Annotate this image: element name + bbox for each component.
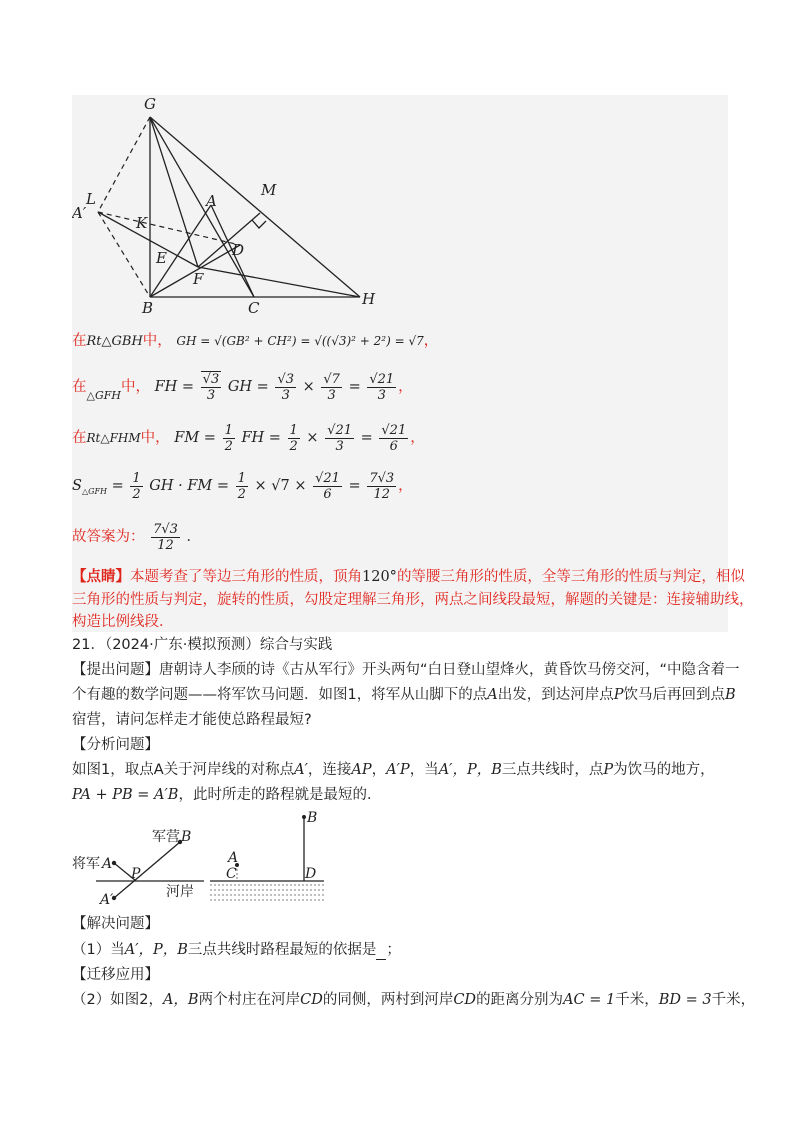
problem-para-1c: 宿营，请问怎样走才能使总路程最短?: [72, 712, 312, 728]
frac-num: 1: [289, 422, 298, 438]
dashed-lines: [98, 117, 240, 297]
label-H: H: [362, 290, 376, 308]
point-text: 的等腰三角形的性质，全等三角形的性质与判定，相似: [396, 569, 745, 585]
analysis-line-1: [72, 760, 715, 780]
segment-AP: AP: [351, 762, 372, 778]
solution-line-1: [72, 331, 438, 352]
triangle-FHM: Rt△FHM: [86, 431, 141, 445]
frac: [367, 372, 396, 403]
frac: [236, 471, 248, 502]
text: ，当: [409, 762, 439, 778]
area-S: S: [72, 478, 82, 494]
point-A: A: [487, 687, 498, 703]
text: 为饮马的地方，: [613, 762, 715, 778]
segment-CD: CD: [453, 992, 477, 1008]
text: 的同侧，两村到河岸: [322, 992, 454, 1008]
frac: [288, 423, 300, 454]
dashed-AprimeD: [98, 212, 240, 245]
text-comma: ，: [410, 430, 425, 446]
frac-den: 3: [335, 438, 344, 454]
frac-den: 12: [373, 486, 390, 502]
point-A-prime: A′: [294, 762, 308, 778]
point-tag: 【点睛】: [72, 569, 130, 585]
frac: [313, 471, 342, 502]
solve-title: 【解决问题】: [72, 916, 159, 932]
frac-num: 1: [132, 470, 141, 486]
frac: [379, 423, 408, 454]
label-F: F: [193, 270, 204, 288]
label-general: 将军: [72, 856, 100, 872]
text: （2）如图2，: [72, 992, 163, 1008]
segment-GH: [150, 117, 360, 297]
text: 千米，: [711, 992, 756, 1008]
frac-den: 3: [327, 387, 336, 403]
answer-line: [72, 519, 201, 555]
label-B: B: [142, 299, 154, 315]
equals: =: [111, 478, 124, 494]
analysis-line-2: [72, 785, 381, 805]
solution-line-4: [72, 468, 413, 510]
label-A-prime: A′: [72, 204, 87, 222]
segment-FH: [198, 267, 360, 297]
label-A2: A: [228, 850, 239, 866]
problem-para-1a: 【提出问题】唐朝诗人李颀的诗《古从军行》开头两句“白日登山望烽火，黄昏饮马傍交河，“中隐含着一: [72, 662, 740, 678]
dashed-GAprime: [98, 117, 150, 212]
text: 三点共线时，点: [501, 762, 604, 778]
point-text: 本题考查了等边三角形的性质，顶角: [130, 569, 362, 585]
label-B2: B: [307, 810, 318, 826]
equation-PA-PB: PA + PB = A′B: [72, 787, 179, 803]
angle-value: 120°: [362, 569, 397, 585]
point-line-1: [72, 567, 745, 587]
segment-ApP: A′P: [386, 762, 410, 778]
label-L: L: [86, 190, 96, 208]
text-zhong: 中，: [120, 379, 150, 395]
label-C: C: [226, 866, 237, 882]
answer-blank[interactable]: [376, 945, 386, 960]
equals: =: [348, 478, 361, 494]
eq-FH: FH =: [154, 379, 195, 395]
frac-den: 6: [389, 438, 398, 454]
text: （1）当: [72, 942, 125, 958]
answer-end: ．: [186, 529, 202, 545]
frac: [275, 372, 296, 403]
times: ×: [306, 430, 319, 446]
label-E: E: [156, 249, 167, 267]
frac-den: 2: [224, 438, 233, 454]
point-P: P: [603, 762, 614, 778]
label-C: C: [248, 299, 260, 315]
frac-den: 2: [289, 438, 298, 454]
text-comma: ，: [398, 379, 413, 395]
solution-line-2: [72, 369, 413, 414]
point-B: B: [724, 687, 736, 703]
frac-den: 6: [323, 486, 332, 502]
problem-header: 21．（2024·广东·模拟预测）综合与实践: [72, 637, 333, 653]
frac-num: 7√3: [153, 521, 178, 537]
points: A′，P，B: [124, 942, 188, 958]
segment-FM: [198, 213, 260, 267]
frac-den: 3: [206, 388, 216, 403]
area-subscript: △GFH: [81, 486, 108, 496]
question-1: [72, 940, 401, 960]
distance-AC: AC = 1: [563, 992, 616, 1008]
geometry-figure: [72, 95, 402, 315]
answer-label: 故答案为：: [72, 529, 145, 545]
text: ，: [371, 762, 387, 778]
text: 的距离分别为: [476, 992, 564, 1008]
text-comma: ，: [423, 333, 439, 349]
text-zai: 在: [72, 333, 87, 349]
distance-BD: BD = 3: [658, 992, 712, 1008]
frac-num: √21: [369, 371, 395, 387]
text: 两个村庄在河岸: [198, 992, 301, 1008]
label-P: P: [131, 866, 141, 882]
text-zhong: 中，: [140, 430, 170, 446]
point-P: P: [613, 687, 624, 703]
text-comma: ，: [398, 478, 413, 494]
triangle-GBH: Rt△GBH: [86, 334, 143, 349]
text: ，此时所走的路程就是最短的．: [178, 787, 382, 803]
text: 出发，到达河岸点: [497, 687, 614, 703]
dot-A: [112, 861, 116, 865]
frac-num: 1: [237, 470, 246, 486]
dot-B2: [302, 815, 306, 819]
text-zai: 在: [72, 430, 87, 446]
points-AB: A，B: [162, 992, 199, 1008]
eq-FM: FM =: [174, 430, 216, 446]
text: 如图1，取点A关于河岸线的对称点: [72, 762, 295, 778]
frac-num: 1: [224, 422, 233, 438]
frac: [321, 372, 342, 403]
frac-num: √21: [381, 422, 407, 438]
equals: =: [360, 430, 373, 446]
equation-GH: GH = √(GB² + CH²) = √((√3)² + 2²) = √7: [176, 334, 424, 348]
frac-num: √7: [323, 371, 340, 387]
frac-den: 3: [281, 387, 290, 403]
text: 个有趣的数学问题——将军饮马问题．如图1，将军从山脚下的点: [72, 687, 488, 703]
frac-den: 2: [132, 486, 141, 502]
frac: [325, 423, 354, 454]
analysis-title: 【分析问题】: [72, 737, 159, 753]
triangle-GFH: △GFH: [86, 389, 121, 402]
question-2: [72, 990, 755, 1010]
times-root7: × √7 ×: [254, 478, 307, 494]
text: 三点共线时路程最短的依据是: [187, 942, 377, 958]
river-figures: [72, 808, 342, 910]
frac: [367, 471, 396, 502]
eq-GH-FM: GH · FM =: [149, 478, 230, 494]
label-A: A: [206, 192, 217, 210]
label-D: D: [232, 241, 245, 259]
label-D: D: [305, 866, 317, 882]
label-camp: 军营: [152, 829, 180, 845]
times: ×: [302, 379, 315, 395]
answer-frac: [151, 522, 180, 553]
point-line-2: 三角形的性质与判定，旋转的性质，勾股定理解三角形，两点之间线段最短，解题的关键是：连接辅助线，: [72, 592, 754, 608]
eq-GH: GH =: [227, 379, 269, 395]
solution-line-3: [72, 420, 425, 456]
right-angle-mark: [252, 220, 266, 228]
text-zai: 在: [72, 379, 87, 395]
frac-num: √3: [202, 372, 220, 387]
frac: [223, 423, 235, 454]
label-M: M: [261, 181, 277, 199]
transfer-title: 【迁移应用】: [72, 967, 159, 983]
label-B: B: [181, 829, 192, 845]
frac-num: 7√3: [369, 470, 395, 486]
point-line-3: 构造比例线段．: [72, 614, 174, 630]
frac-num: √21: [315, 470, 340, 486]
points: A′，P，B: [438, 762, 502, 778]
text: 千米，: [615, 992, 659, 1008]
segment-CD: CD: [300, 992, 323, 1008]
text: ，连接: [307, 762, 352, 778]
frac: [201, 371, 222, 403]
text: 饮马后再回到点: [623, 687, 725, 703]
label-K: K: [136, 214, 148, 232]
text-zhong: 中，: [142, 333, 172, 349]
figure-lines: [98, 117, 360, 297]
frac-num: √3: [277, 371, 295, 387]
label-A-prime: A′: [100, 892, 114, 908]
equals: =: [348, 379, 361, 395]
text: ；: [386, 942, 401, 958]
frac-den: 2: [237, 486, 246, 502]
frac-den: 3: [377, 387, 386, 403]
label-river: 河岸: [166, 884, 194, 900]
problem-para-1b: [72, 685, 736, 705]
eq-FH: FH =: [241, 430, 281, 446]
frac-den: 12: [157, 537, 174, 553]
frac-num: √21: [327, 422, 353, 438]
label-A: A: [102, 856, 113, 872]
label-G: G: [144, 95, 156, 113]
frac: [130, 471, 142, 502]
